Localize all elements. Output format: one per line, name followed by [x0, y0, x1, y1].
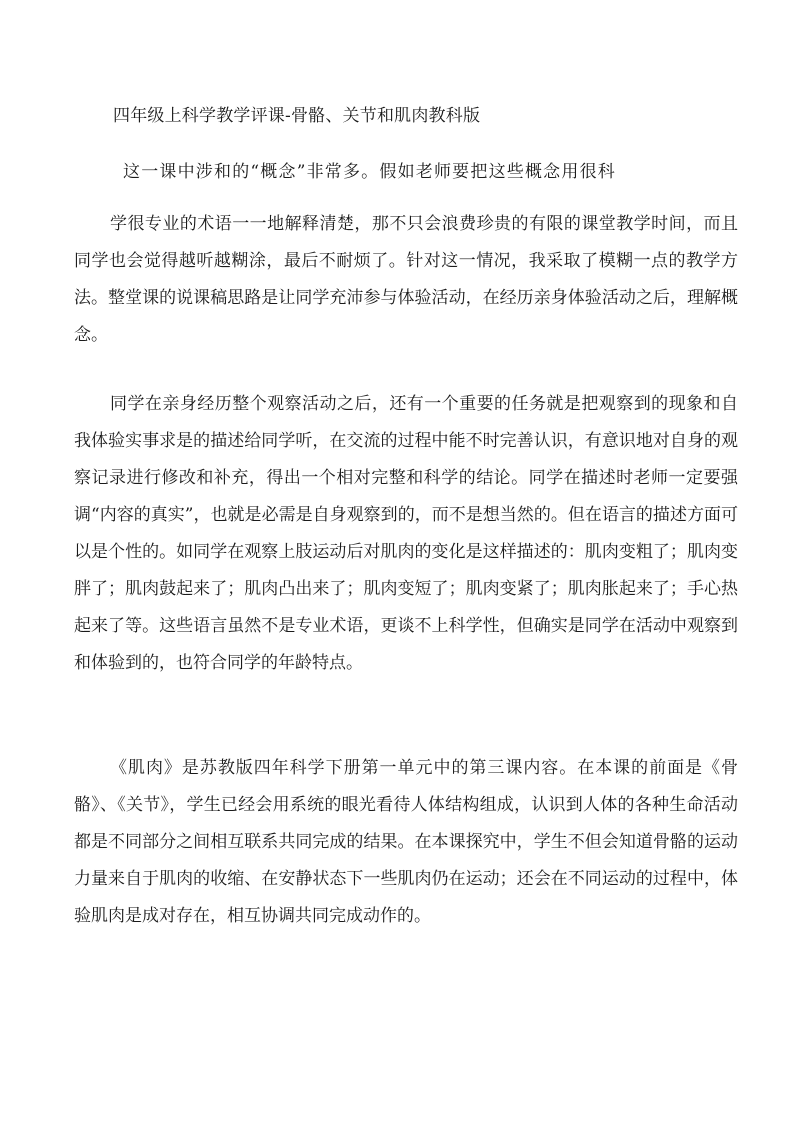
paragraph-1: 学很专业的术语一一地解释清楚，那不只会浪费珍贵的有限的课堂教学时间，而且同学也会觉得越听越糊涂，最后不耐烦了。针对这一情况，我采取了模糊一点的教学方法。整堂课的说课稿思路是让同学充沛参与体验活动，在经历亲身体验活动之后，理解概念。: [74, 214, 738, 345]
document-title: 四年级上科学教学评课-骨骼、关节和肌肉教科版: [113, 106, 481, 126]
paragraph-2: 同学在亲身经历整个观察活动之后，还有一个重要的任务就是把观察到的现象和自我体验实事求是的描述给同学听，在交流的过程中能不时完善认识，有意识地对自身的观察记录进行修改和补充，得出一个相对完整和科学的结论。同学在描述时老师一定要强调“内容的真实”，也就是必需是自身观察到的，而不是想当然的。但在语言的描述方面可以是个性的。如同学在观察上肢运动后对肌肉的变化是这样描述的：肌肉变粗了；肌肉变胖了；肌肉鼓起来了；肌肉凸出来了；肌肉变短了；肌肉变紧了；肌肉胀起来了；手心热起来了等。这些语言虽然不是专业术语，更谈不上科学性，但确实是同学在活动中观察到和体验到的，也符合同学的年龄特点。: [74, 394, 738, 673]
paragraph-3: 《肌肉》是苏教版四年科学下册第一单元中的第三课内容。在本课的前面是《骨骼》、《关节》，学生已经会用系统的眼光看待人体结构组成，认识到人体的各种生命活动都是不同部分之间相互联系共同完成的结果。在本课探究中，学生不但会知道骨骼的运动力量来自于肌肉的收缩、在安静状态下一些肌肉仍在运动；还会在不同运动的过程中，体验肌肉是成对存在，相互协调共同完成动作的。: [74, 758, 738, 926]
intro-line: 这一课中涉和的“概念”非常多。假如老师要把这些概念用很科: [123, 162, 616, 182]
